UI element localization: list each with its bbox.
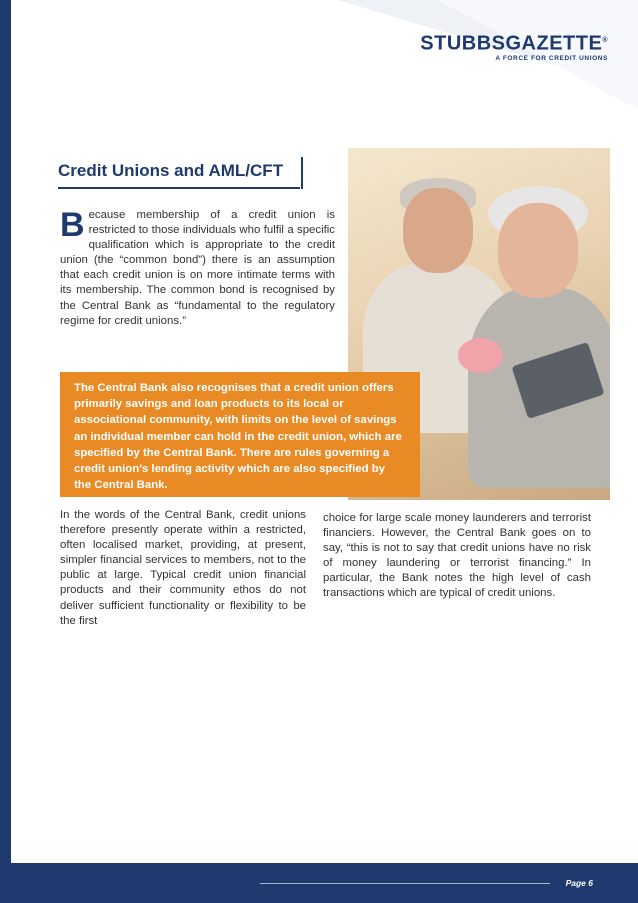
callout-text: The Central Bank also recognises that a credit union offers primarily savings and loan products to its local or associational community, with limits on the level of savings an individual member can hold in the credit union, which are specified by the Central Bank. There are rules governing a credit union’s lending activity which are also specified by the Central Bank. bbox=[74, 382, 402, 492]
drop-cap: B bbox=[60, 206, 85, 244]
piggy-bank-icon bbox=[458, 338, 503, 373]
intro-paragraph bbox=[60, 208, 335, 329]
registered-mark: ® bbox=[602, 37, 608, 44]
body-column-left: In the words of the Central Bank, credit unions therefore presently operate within a restricted, often localised market, providing, at present, simpler financial services to members, not to the public at large. Typical credit union financial products and their community ethos do not deliver sufficient functionality or flexibility to be the first bbox=[60, 509, 306, 627]
footer-divider bbox=[260, 883, 550, 884]
left-accent-bar bbox=[0, 0, 11, 903]
section-heading bbox=[58, 155, 303, 189]
title-underline bbox=[58, 187, 300, 189]
section-title: Credit Unions and AML/CFT bbox=[58, 161, 284, 180]
intro-text: ecause membership of a credit union is restricted to those individuals who fulfil a specific qualification which is appropriate to the credit union (the “common bond”) there is an assumption that each credit union is on more intimate terms with its membership. The common bond is recognised by the Central Bank as “fundamental to the regulatory regime for credit unions.” bbox=[60, 209, 335, 327]
brand-name: STUBBSGAZETTE bbox=[420, 32, 603, 55]
callout-box bbox=[60, 372, 420, 497]
brand-logo bbox=[420, 30, 608, 62]
brand-tagline: A FORCE FOR CREDIT UNIONS bbox=[495, 54, 608, 62]
page-number: Page 6 bbox=[565, 878, 593, 888]
title-bracket bbox=[301, 157, 303, 189]
body-column-right: choice for large scale money launderers and terrorist financiers. However, the Central Bank goes on to say, “this is not to say that credit unions have no risk of money laundering or terrorist financing.” In particular, the Bank notes the high level of cash transactions which are typical of credit unions. bbox=[323, 512, 591, 600]
